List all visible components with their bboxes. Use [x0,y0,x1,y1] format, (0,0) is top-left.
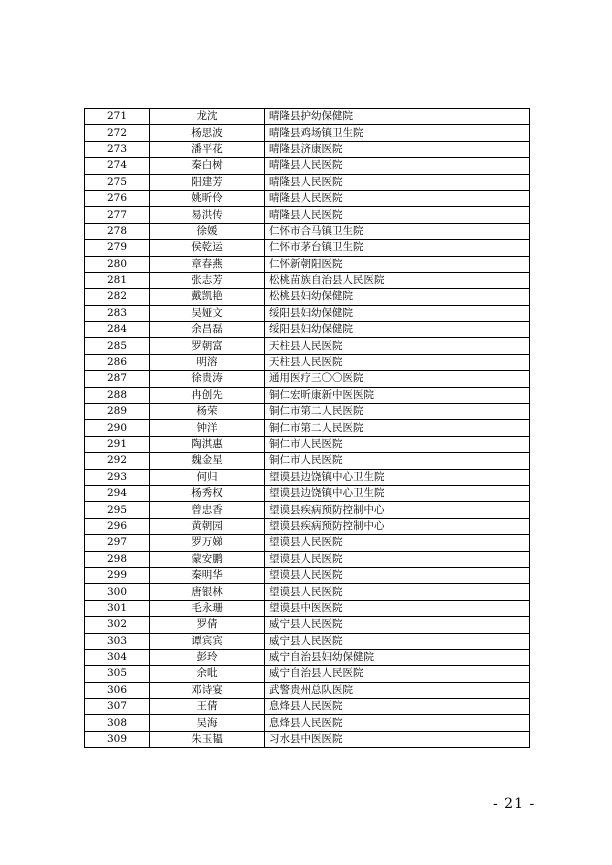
institution-cell: 天柱县人民医院 [265,338,530,354]
person-name-cell: 黄朝园 [150,518,265,534]
institution-cell: 铜仁市人民医院 [265,436,530,452]
person-name-cell: 王倩 [150,699,265,715]
person-name-cell: 张志芳 [150,272,265,288]
table-row [85,731,530,747]
table-row [85,354,530,370]
row-number-cell: 308 [85,715,150,731]
table-row [85,387,530,403]
person-name-cell: 杨荣 [150,404,265,420]
person-name-cell: 陶淇惠 [150,436,265,452]
row-number-cell: 291 [85,436,150,452]
institution-cell: 晴隆县人民医院 [265,174,530,190]
row-number-cell: 305 [85,666,150,682]
institution-cell: 威宁县人民医院 [265,633,530,649]
table-row [85,322,530,338]
table-row [85,109,530,125]
institution-cell: 铜仁市人民医院 [265,453,530,469]
table-row [85,502,530,518]
institution-cell: 威宁自治县妇幼保健院 [265,649,530,665]
table-row [85,715,530,731]
person-name-cell: 曾忠香 [150,502,265,518]
person-name-cell: 罗倩 [150,617,265,633]
row-number-cell: 290 [85,420,150,436]
institution-cell: 望谟县人民医院 [265,584,530,600]
row-number-cell: 298 [85,551,150,567]
row-number-cell: 307 [85,699,150,715]
row-number-cell: 295 [85,502,150,518]
institution-cell: 松桃苗族自治县人民医院 [265,272,530,288]
table-row [85,617,530,633]
person-name-cell: 罗朝富 [150,338,265,354]
person-name-cell: 侯乾运 [150,240,265,256]
person-name-cell: 钟洋 [150,420,265,436]
row-number-cell: 292 [85,453,150,469]
row-number-cell: 283 [85,305,150,321]
institution-cell: 晴隆县鸡场镇卫生院 [265,125,530,141]
row-number-cell: 287 [85,371,150,387]
table-row [85,305,530,321]
person-name-cell: 朱玉韫 [150,731,265,747]
person-name-cell: 冉创先 [150,387,265,403]
person-name-cell: 邓诗宴 [150,682,265,698]
table-row [85,256,530,272]
table-row [85,600,530,616]
person-name-cell: 易洪传 [150,207,265,223]
institution-cell: 武警贵州总队医院 [265,682,530,698]
person-name-cell: 秦明华 [150,567,265,583]
person-name-cell: 何归 [150,469,265,485]
person-name-cell: 谭宾宾 [150,633,265,649]
institution-cell: 晴隆县人民医院 [265,190,530,206]
person-name-cell: 徐媛 [150,223,265,239]
person-name-cell: 吴海 [150,715,265,731]
table-row [85,207,530,223]
person-name-cell: 戴凯艳 [150,289,265,305]
person-name-cell: 阳建芳 [150,174,265,190]
table-row [85,699,530,715]
person-name-cell: 章春燕 [150,256,265,272]
institution-cell: 望谟县边饶镇中心卫生院 [265,469,530,485]
table-row [85,567,530,583]
institution-cell: 望谟县疾病预防控制中心 [265,502,530,518]
person-name-cell: 杨思波 [150,125,265,141]
person-name-cell: 吴娅文 [150,305,265,321]
table-row [85,518,530,534]
table-row [85,420,530,436]
institution-cell: 威宁县人民医院 [265,617,530,633]
table-row [85,682,530,698]
institution-cell: 仁怀市合马镇卫生院 [265,223,530,239]
table-row [85,338,530,354]
person-name-cell: 杨秀权 [150,485,265,501]
institution-cell: 绥阳县妇幼保健院 [265,305,530,321]
institution-cell: 望谟县人民医院 [265,551,530,567]
person-name-cell: 明溶 [150,354,265,370]
table-row [85,371,530,387]
table-row [85,485,530,501]
row-number-cell: 309 [85,731,150,747]
table-row [85,469,530,485]
row-number-cell: 271 [85,109,150,125]
person-name-cell: 蒙安鹏 [150,551,265,567]
row-number-cell: 278 [85,223,150,239]
institution-cell: 仁怀市茅台镇卫生院 [265,240,530,256]
table-row [85,633,530,649]
institution-cell: 铜仁宏昕康新中医医院 [265,387,530,403]
table-row [85,436,530,452]
institution-cell: 仁怀新朝阳医院 [265,256,530,272]
institution-cell: 晴隆县人民医院 [265,207,530,223]
row-number-cell: 303 [85,633,150,649]
row-number-cell: 301 [85,600,150,616]
row-number-cell: 280 [85,256,150,272]
row-number-cell: 294 [85,485,150,501]
row-number-cell: 272 [85,125,150,141]
row-number-cell: 274 [85,158,150,174]
person-name-cell: 余吡 [150,666,265,682]
table-row [85,453,530,469]
row-number-cell: 289 [85,404,150,420]
institution-cell: 望谟县疾病预防控制中心 [265,518,530,534]
table-row [85,551,530,567]
table-row [85,141,530,157]
person-name-cell: 龙沈 [150,109,265,125]
institution-cell: 松桃县妇幼保健院 [265,289,530,305]
table-row [85,404,530,420]
table-row [85,240,530,256]
person-name-cell: 余昌磊 [150,322,265,338]
institution-cell: 望谟县人民医院 [265,567,530,583]
table-row [85,190,530,206]
row-number-cell: 306 [85,682,150,698]
table-row [85,535,530,551]
personnel-table [84,108,530,748]
institution-cell: 息烽县人民医院 [265,699,530,715]
row-number-cell: 281 [85,272,150,288]
institution-cell: 天柱县人民医院 [265,354,530,370]
institution-cell: 铜仁市第二人民医院 [265,420,530,436]
person-name-cell: 罗万娣 [150,535,265,551]
table-body [85,109,530,748]
row-number-cell: 293 [85,469,150,485]
table-row [85,272,530,288]
row-number-cell: 277 [85,207,150,223]
institution-cell: 望谟县中医医院 [265,600,530,616]
person-name-cell: 毛永珊 [150,600,265,616]
table-row [85,649,530,665]
institution-cell: 望谟县人民医院 [265,535,530,551]
institution-cell: 晴隆县人民医院 [265,158,530,174]
person-name-cell: 彭玲 [150,649,265,665]
row-number-cell: 300 [85,584,150,600]
table-row [85,584,530,600]
institution-cell: 望谟县边饶镇中心卫生院 [265,485,530,501]
institution-cell: 铜仁市第二人民医院 [265,404,530,420]
institution-cell: 晴隆县济康医院 [265,141,530,157]
table-row [85,174,530,190]
institution-cell: 息烽县人民医院 [265,715,530,731]
institution-cell: 习水县中医医院 [265,731,530,747]
row-number-cell: 299 [85,567,150,583]
institution-cell: 通用医疗三〇〇医院 [265,371,530,387]
institution-cell: 晴隆县护幼保健院 [265,109,530,125]
institution-cell: 威宁自治县人民医院 [265,666,530,682]
table-row [85,125,530,141]
person-name-cell: 潘平花 [150,141,265,157]
person-name-cell: 唐银林 [150,584,265,600]
row-number-cell: 273 [85,141,150,157]
person-name-cell: 魏金星 [150,453,265,469]
row-number-cell: 279 [85,240,150,256]
institution-cell: 绥阳县妇幼保健院 [265,322,530,338]
table-row [85,158,530,174]
page-number: - 21 - [493,796,536,812]
person-name-cell: 徐贵涛 [150,371,265,387]
row-number-cell: 284 [85,322,150,338]
row-number-cell: 304 [85,649,150,665]
person-name-cell: 秦白树 [150,158,265,174]
row-number-cell: 296 [85,518,150,534]
table-row [85,289,530,305]
row-number-cell: 297 [85,535,150,551]
table-row [85,666,530,682]
row-number-cell: 288 [85,387,150,403]
person-name-cell: 姚昕伶 [150,190,265,206]
row-number-cell: 276 [85,190,150,206]
table-row [85,223,530,239]
row-number-cell: 275 [85,174,150,190]
row-number-cell: 302 [85,617,150,633]
row-number-cell: 286 [85,354,150,370]
row-number-cell: 285 [85,338,150,354]
row-number-cell: 282 [85,289,150,305]
